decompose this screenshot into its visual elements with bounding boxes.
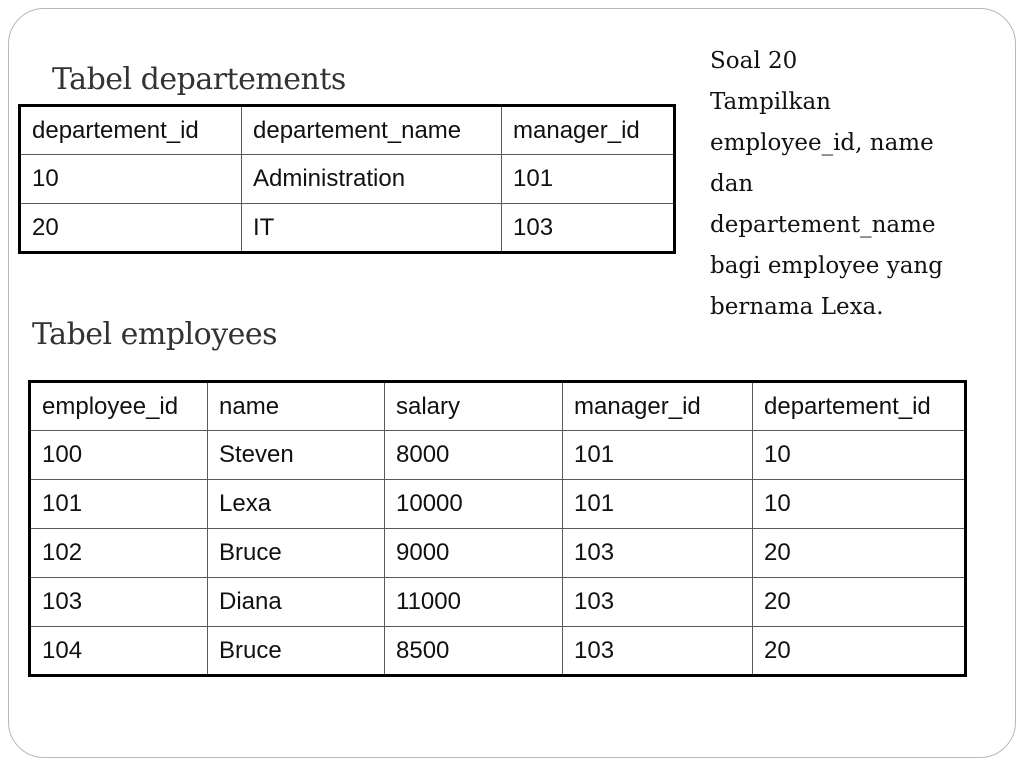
table-cell: 103 bbox=[502, 204, 675, 253]
table-cell: 101 bbox=[563, 480, 753, 529]
table-cell: 11000 bbox=[385, 578, 563, 627]
employees-table bbox=[28, 380, 967, 677]
employees-caption: Tabel employees bbox=[32, 317, 278, 352]
table-cell: Diana bbox=[208, 578, 385, 627]
question-line: dan bbox=[710, 171, 754, 197]
table-row bbox=[30, 431, 966, 480]
table-row bbox=[20, 155, 675, 204]
table-cell: 101 bbox=[563, 431, 753, 480]
table-cell: IT bbox=[242, 204, 502, 253]
table-cell: Bruce bbox=[208, 627, 385, 676]
table-cell: 10 bbox=[753, 480, 966, 529]
table-row bbox=[30, 480, 966, 529]
question-line: employee_id, name bbox=[710, 130, 934, 156]
table-header-row bbox=[20, 106, 675, 155]
table-cell: 102 bbox=[30, 529, 208, 578]
table-cell: Steven bbox=[208, 431, 385, 480]
question-line: Tampilkan bbox=[710, 89, 831, 115]
table-cell: 104 bbox=[30, 627, 208, 676]
table-cell: 20 bbox=[20, 204, 242, 253]
question-text bbox=[710, 41, 1010, 328]
departements-caption: Tabel departements bbox=[52, 62, 346, 97]
question-line: bernama Lexa. bbox=[710, 294, 884, 320]
table-cell: 103 bbox=[563, 529, 753, 578]
table-cell: 8500 bbox=[385, 627, 563, 676]
table-cell: Bruce bbox=[208, 529, 385, 578]
table-cell: 20 bbox=[753, 529, 966, 578]
table-cell: 100 bbox=[30, 431, 208, 480]
table-cell: 8000 bbox=[385, 431, 563, 480]
table-cell: 103 bbox=[563, 627, 753, 676]
table-row bbox=[20, 204, 675, 253]
header-cell: departement_name bbox=[242, 106, 502, 155]
table-cell: 20 bbox=[753, 578, 966, 627]
table-cell: Administration bbox=[242, 155, 502, 204]
table-header-row bbox=[30, 382, 966, 431]
table-cell: 10 bbox=[20, 155, 242, 204]
table-cell: 10 bbox=[753, 431, 966, 480]
header-cell: departement_id bbox=[753, 382, 966, 431]
table-cell: 103 bbox=[563, 578, 753, 627]
table-row bbox=[30, 578, 966, 627]
table-cell: 101 bbox=[30, 480, 208, 529]
header-cell: departement_id bbox=[20, 106, 242, 155]
header-cell: name bbox=[208, 382, 385, 431]
table-row bbox=[30, 529, 966, 578]
table-row bbox=[30, 627, 966, 676]
header-cell: manager_id bbox=[502, 106, 675, 155]
table-cell: 9000 bbox=[385, 529, 563, 578]
question-line: departement_name bbox=[710, 212, 936, 238]
header-cell: salary bbox=[385, 382, 563, 431]
table-cell: Lexa bbox=[208, 480, 385, 529]
table-cell: 20 bbox=[753, 627, 966, 676]
header-cell: manager_id bbox=[563, 382, 753, 431]
departements-table bbox=[18, 104, 676, 254]
table-cell: 103 bbox=[30, 578, 208, 627]
question-line: bagi employee yang bbox=[710, 253, 943, 279]
table-cell: 10000 bbox=[385, 480, 563, 529]
table-cell: 101 bbox=[502, 155, 675, 204]
header-cell: employee_id bbox=[30, 382, 208, 431]
question-line: Soal 20 bbox=[710, 48, 798, 74]
